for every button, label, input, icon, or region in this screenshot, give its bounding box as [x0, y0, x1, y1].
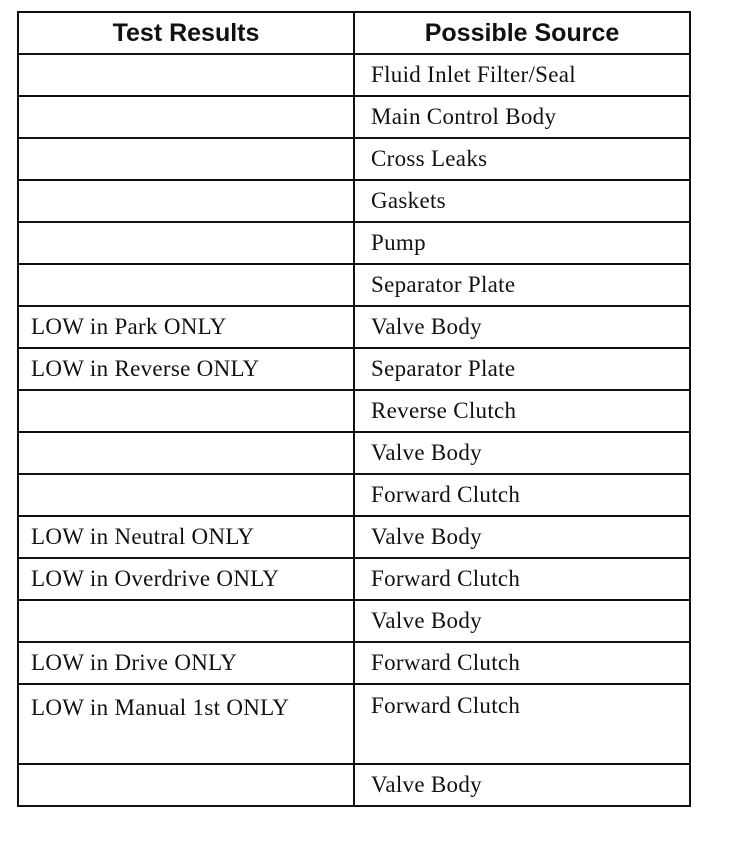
- table-row: [18, 474, 690, 516]
- test-result-cell: [18, 222, 354, 264]
- test-result-cell: [18, 264, 354, 306]
- possible-source-cell: Valve Body: [354, 764, 690, 806]
- possible-source-cell: Pump: [354, 222, 690, 264]
- table-row: [18, 180, 690, 222]
- table-row: [18, 222, 690, 264]
- header-row: [18, 12, 690, 54]
- test-result-cell: [18, 474, 354, 516]
- possible-source-cell: Reverse Clutch: [354, 390, 690, 432]
- table-row: [18, 54, 690, 96]
- table-row: [18, 390, 690, 432]
- header-possible-source: Possible Source: [354, 12, 690, 54]
- table-row: [18, 558, 690, 600]
- possible-source-cell: Forward Clutch: [354, 642, 690, 684]
- table-row: [18, 306, 690, 348]
- possible-source-cell: Fluid Inlet Filter/Seal: [354, 54, 690, 96]
- table-row: [18, 264, 690, 306]
- header-test-results: Test Results: [18, 12, 354, 54]
- table-row: [18, 642, 690, 684]
- test-result-cell: LOW in Manual 1st ONLY: [18, 684, 354, 764]
- possible-source-cell: Main Control Body: [354, 96, 690, 138]
- possible-source-cell: Valve Body: [354, 432, 690, 474]
- test-result-cell: [18, 764, 354, 806]
- test-result-cell: [18, 390, 354, 432]
- possible-source-cell: Forward Clutch: [354, 474, 690, 516]
- possible-source-cell: Cross Leaks: [354, 138, 690, 180]
- test-results-table: [17, 11, 691, 807]
- test-result-cell: [18, 600, 354, 642]
- test-result-cell: [18, 96, 354, 138]
- table-row: [18, 684, 690, 764]
- test-result-cell: [18, 180, 354, 222]
- test-result-cell: [18, 432, 354, 474]
- possible-source-cell: Valve Body: [354, 516, 690, 558]
- possible-source-cell: Separator Plate: [354, 264, 690, 306]
- table-row: [18, 432, 690, 474]
- possible-source-cell: Gaskets: [354, 180, 690, 222]
- possible-source-cell: Forward Clutch: [354, 558, 690, 600]
- table-row: [18, 138, 690, 180]
- test-result-cell: [18, 138, 354, 180]
- test-result-cell: LOW in Overdrive ONLY: [18, 558, 354, 600]
- table-row: [18, 516, 690, 558]
- possible-source-cell: Valve Body: [354, 306, 690, 348]
- test-result-cell: LOW in Reverse ONLY: [18, 348, 354, 390]
- test-result-cell: LOW in Neutral ONLY: [18, 516, 354, 558]
- table-row: [18, 764, 690, 806]
- test-result-cell: [18, 54, 354, 96]
- test-result-cell: LOW in Drive ONLY: [18, 642, 354, 684]
- test-result-cell: LOW in Park ONLY: [18, 306, 354, 348]
- table-row: [18, 348, 690, 390]
- possible-source-cell: Separator Plate: [354, 348, 690, 390]
- table-row: [18, 96, 690, 138]
- possible-source-cell: Forward Clutch: [354, 684, 690, 764]
- table-row: [18, 600, 690, 642]
- possible-source-cell: Valve Body: [354, 600, 690, 642]
